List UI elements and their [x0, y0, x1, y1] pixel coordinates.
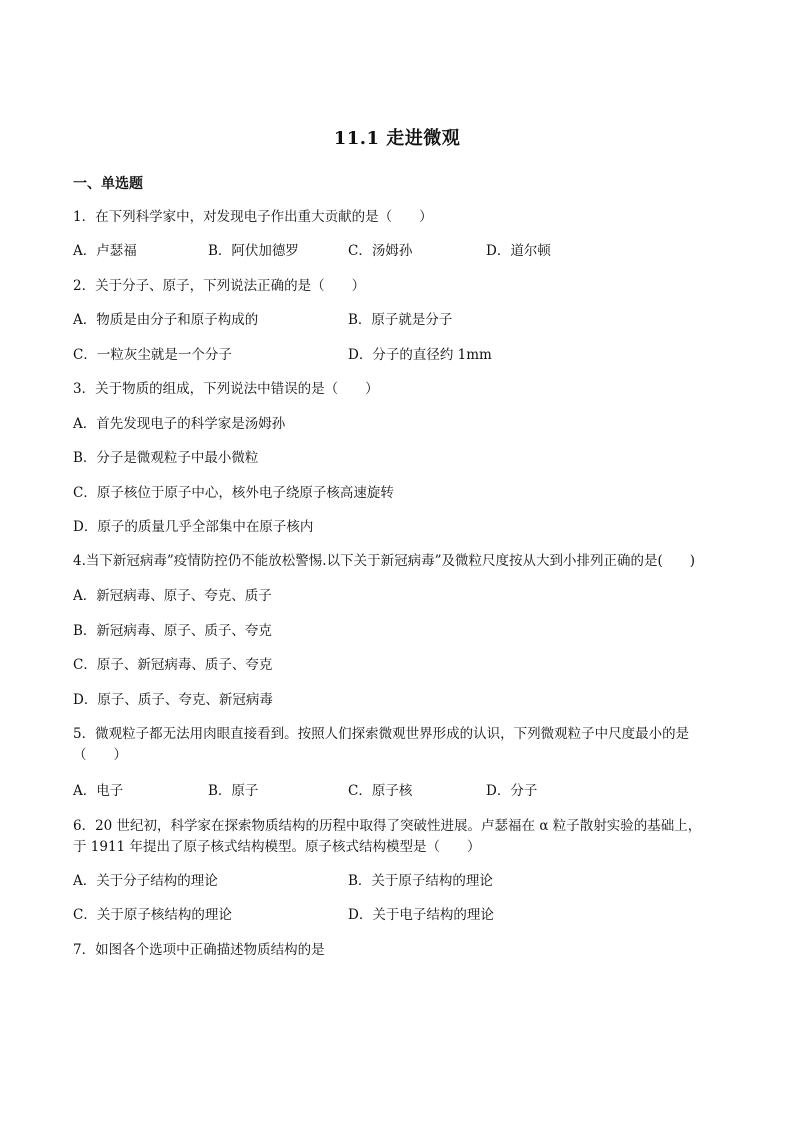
- question-4-option-a: A．新冠病毒、原子、夸克、质子: [73, 588, 272, 604]
- question-2-stem: 2．关于分子、原子，下列说法正确的是（ ）: [73, 278, 366, 294]
- question-6-option-d: D．关于电子结构的理论: [348, 907, 494, 923]
- question-4-option-d: D．原子、质子、夸克、新冠病毒: [73, 692, 273, 708]
- question-2-option-d: D．分子的直径约 1mm: [348, 347, 492, 363]
- question-6-option-c: C．关于原子核结构的理论: [73, 907, 232, 923]
- question-3-option-a: A．首先发现电子的科学家是汤姆孙: [73, 416, 286, 432]
- page-title: 11.1 走进微观: [333, 128, 461, 149]
- question-1-option-a: A．卢瑟福: [73, 243, 137, 259]
- question-5-stem-line-1: 5．微观粒子都无法用肉眼直接看到。按照人们探索微观世界形成的认识，下列微观粒子中尺度最小的是: [73, 726, 690, 742]
- question-7-stem: 7．如图各个选项中正确描述物质结构的是: [73, 942, 325, 958]
- question-2-option-b: B．原子就是分子: [348, 312, 453, 328]
- question-3-stem: 3．关于物质的组成，下列说法中错误的是（ ）: [73, 381, 379, 397]
- question-1-stem: 1．在下列科学家中，对发现电子作出重大贡献的是（ ）: [73, 209, 433, 225]
- question-4-stem: 4.当下新冠病毒”疫情防控仍不能放松警惕.以下关于新冠病毒”及微粒尺度按从大到小排列正确的是( ): [73, 553, 696, 569]
- question-4-option-c: C．原子、新冠病毒、质子、夸克: [73, 657, 273, 673]
- question-5-stem-line-2: （ ）: [73, 747, 127, 763]
- question-5-option-a: A．电子: [73, 783, 124, 799]
- question-5-option-d: D．分子: [486, 783, 538, 799]
- question-4-option-b: B．新冠病毒、原子、质子、夸克: [73, 623, 272, 639]
- question-1-option-b: B．阿伏加德罗: [208, 243, 299, 259]
- question-2-option-a: A．物质是由分子和原子构成的: [73, 312, 259, 328]
- question-3-option-c: C．原子核位于原子中心，核外电子绕原子核高速旋转: [73, 485, 394, 501]
- question-5-option-c: C．原子核: [348, 783, 413, 799]
- question-3-option-b: B．分子是微观粒子中最小微粒: [73, 450, 259, 466]
- question-5-option-b: B．原子: [208, 783, 259, 799]
- question-2-option-c: C．一粒灰尘就是一个分子: [73, 347, 232, 363]
- question-3-option-d: D．原子的质量几乎全部集中在原子核内: [73, 519, 314, 535]
- section-heading: 一、单选题: [73, 176, 143, 192]
- question-1-option-d: D．道尔顿: [486, 243, 551, 259]
- question-6-option-a: A．关于分子结构的理论: [73, 873, 218, 889]
- question-1-option-c: C．汤姆孙: [348, 243, 413, 259]
- question-6-stem-line-2: 于 1911 年提出了原子核式结构模型。原子核式结构模型是（ ）: [73, 839, 481, 855]
- question-6-stem-line-1: 6．20 世纪初，科学家在探索物质结构的历程中取得了突破性进展。卢瑟福在 α 粒子散射实验的基础上，: [73, 818, 702, 834]
- question-6-option-b: B．关于原子结构的理论: [348, 873, 493, 889]
